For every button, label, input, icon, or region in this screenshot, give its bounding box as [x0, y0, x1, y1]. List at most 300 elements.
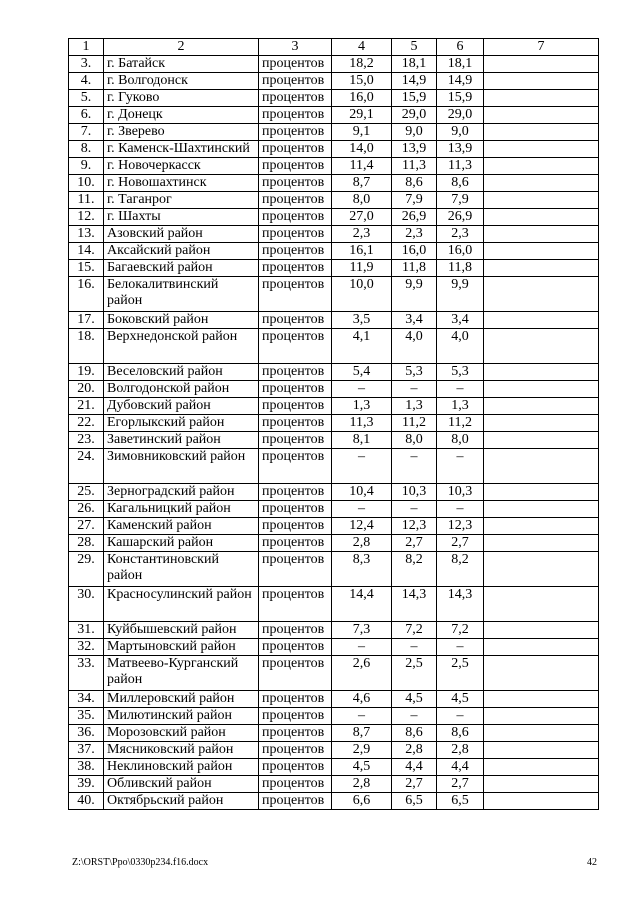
unit-cell: процентов: [259, 552, 332, 587]
value-col6-cell: 7,9: [437, 192, 484, 209]
header-cell: 2: [104, 39, 259, 56]
value-col7-cell: [484, 329, 599, 364]
unit-cell: процентов: [259, 691, 332, 708]
table-row: [69, 141, 599, 158]
value-col6-cell: 7,2: [437, 622, 484, 639]
value-col6-cell: 8,6: [437, 725, 484, 742]
value-col6-cell: 3,4: [437, 312, 484, 329]
unit-cell: процентов: [259, 639, 332, 656]
value-col7-cell: [484, 312, 599, 329]
value-col6-cell: –: [437, 381, 484, 398]
unit-cell: процентов: [259, 535, 332, 552]
territory-name-cell: г. Гуково: [104, 90, 259, 107]
table-row: [69, 742, 599, 759]
value-col7-cell: [484, 158, 599, 175]
value-col6-cell: 1,3: [437, 398, 484, 415]
territory-name-cell: г. Батайск: [104, 56, 259, 73]
value-col7-cell: [484, 622, 599, 639]
row-number-cell: 8.: [69, 141, 104, 158]
value-col6-cell: 14,3: [437, 587, 484, 622]
value-col6-cell: 26,9: [437, 209, 484, 226]
value-col6-cell: 2,7: [437, 776, 484, 793]
territory-name-cell: Белокалитвинский район: [104, 277, 259, 312]
value-col4-cell: 8,7: [332, 725, 392, 742]
value-col6-cell: 4,5: [437, 691, 484, 708]
value-col4-cell: 11,3: [332, 415, 392, 432]
table-row: [69, 329, 599, 364]
table-row: [69, 639, 599, 656]
value-col7-cell: [484, 90, 599, 107]
value-col5-cell: 5,3: [392, 364, 437, 381]
territory-name-cell: г. Шахты: [104, 209, 259, 226]
unit-cell: процентов: [259, 141, 332, 158]
value-col4-cell: 16,0: [332, 90, 392, 107]
value-col4-cell: 4,1: [332, 329, 392, 364]
row-number-cell: 29.: [69, 552, 104, 587]
unit-cell: процентов: [259, 518, 332, 535]
table-row: [69, 535, 599, 552]
value-col7-cell: [484, 484, 599, 501]
value-col6-cell: 2,7: [437, 535, 484, 552]
territory-name-cell: Азовский район: [104, 226, 259, 243]
territory-name-cell: Веселовский район: [104, 364, 259, 381]
value-col4-cell: 11,4: [332, 158, 392, 175]
territory-name-cell: Матвеево-Курганский район: [104, 656, 259, 691]
territory-name-cell: г. Новошахтинск: [104, 175, 259, 192]
value-col7-cell: [484, 708, 599, 725]
row-number-cell: 11.: [69, 192, 104, 209]
header-cell: 3: [259, 39, 332, 56]
value-col4-cell: 8,3: [332, 552, 392, 587]
value-col6-cell: 10,3: [437, 484, 484, 501]
value-col6-cell: –: [437, 449, 484, 484]
value-col7-cell: [484, 587, 599, 622]
value-col6-cell: –: [437, 708, 484, 725]
table-row: [69, 449, 599, 484]
territory-name-cell: г. Таганрог: [104, 192, 259, 209]
value-col5-cell: 11,2: [392, 415, 437, 432]
row-number-cell: 20.: [69, 381, 104, 398]
value-col4-cell: 9,1: [332, 124, 392, 141]
unit-cell: процентов: [259, 432, 332, 449]
value-col5-cell: 11,3: [392, 158, 437, 175]
value-col6-cell: –: [437, 639, 484, 656]
territory-name-cell: Милютинский район: [104, 708, 259, 725]
row-number-cell: 39.: [69, 776, 104, 793]
value-col4-cell: 2,9: [332, 742, 392, 759]
territory-name-cell: Морозовский район: [104, 725, 259, 742]
value-col6-cell: 8,6: [437, 175, 484, 192]
territory-name-cell: Мартыновский район: [104, 639, 259, 656]
row-number-cell: 9.: [69, 158, 104, 175]
territory-name-cell: Дубовский район: [104, 398, 259, 415]
value-col5-cell: 6,5: [392, 793, 437, 810]
value-col5-cell: 29,0: [392, 107, 437, 124]
territory-name-cell: Красносулинский район: [104, 587, 259, 622]
value-col7-cell: [484, 518, 599, 535]
value-col5-cell: 10,3: [392, 484, 437, 501]
territory-name-cell: г. Зверево: [104, 124, 259, 141]
table-row: [69, 708, 599, 725]
unit-cell: процентов: [259, 192, 332, 209]
unit-cell: процентов: [259, 708, 332, 725]
value-col7-cell: [484, 141, 599, 158]
unit-cell: процентов: [259, 415, 332, 432]
unit-cell: процентов: [259, 793, 332, 810]
unit-cell: процентов: [259, 124, 332, 141]
value-col7-cell: [484, 277, 599, 312]
table-row: [69, 725, 599, 742]
value-col5-cell: 9,0: [392, 124, 437, 141]
value-col6-cell: 12,3: [437, 518, 484, 535]
value-col6-cell: 4,4: [437, 759, 484, 776]
table-row: [69, 776, 599, 793]
unit-cell: процентов: [259, 776, 332, 793]
value-col5-cell: 2,5: [392, 656, 437, 691]
value-col4-cell: 5,4: [332, 364, 392, 381]
unit-cell: процентов: [259, 725, 332, 742]
value-col4-cell: 7,3: [332, 622, 392, 639]
value-col5-cell: 12,3: [392, 518, 437, 535]
row-number-cell: 32.: [69, 639, 104, 656]
page-number: 42: [587, 857, 597, 868]
value-col6-cell: 5,3: [437, 364, 484, 381]
value-col5-cell: –: [392, 639, 437, 656]
value-col4-cell: 2,6: [332, 656, 392, 691]
value-col6-cell: 2,5: [437, 656, 484, 691]
footer-file-path: Z:\ORST\Ppo\0330p234.f16.docx: [72, 857, 209, 868]
value-col4-cell: 29,1: [332, 107, 392, 124]
territory-name-cell: Неклиновский район: [104, 759, 259, 776]
row-number-cell: 27.: [69, 518, 104, 535]
value-col5-cell: 16,0: [392, 243, 437, 260]
value-col6-cell: 15,9: [437, 90, 484, 107]
value-col6-cell: –: [437, 501, 484, 518]
row-number-cell: 26.: [69, 501, 104, 518]
unit-cell: процентов: [259, 107, 332, 124]
value-col4-cell: 1,3: [332, 398, 392, 415]
territory-name-cell: Кагальницкий район: [104, 501, 259, 518]
territory-name-cell: г. Новочеркасск: [104, 158, 259, 175]
table-row: [69, 501, 599, 518]
value-col4-cell: 3,5: [332, 312, 392, 329]
unit-cell: процентов: [259, 226, 332, 243]
unit-cell: процентов: [259, 73, 332, 90]
value-col4-cell: 18,2: [332, 56, 392, 73]
row-number-cell: 16.: [69, 277, 104, 312]
row-number-cell: 10.: [69, 175, 104, 192]
value-col7-cell: [484, 535, 599, 552]
row-number-cell: 21.: [69, 398, 104, 415]
value-col6-cell: 11,2: [437, 415, 484, 432]
value-col4-cell: –: [332, 449, 392, 484]
row-number-cell: 24.: [69, 449, 104, 484]
value-col7-cell: [484, 742, 599, 759]
table-row: [69, 158, 599, 175]
value-col5-cell: 26,9: [392, 209, 437, 226]
value-col7-cell: [484, 364, 599, 381]
value-col7-cell: [484, 398, 599, 415]
row-number-cell: 22.: [69, 415, 104, 432]
value-col6-cell: 14,9: [437, 73, 484, 90]
value-col6-cell: 2,8: [437, 742, 484, 759]
unit-cell: процентов: [259, 398, 332, 415]
value-col5-cell: 8,0: [392, 432, 437, 449]
value-col4-cell: 2,3: [332, 226, 392, 243]
value-col5-cell: 14,3: [392, 587, 437, 622]
territory-name-cell: Верхнедонской район: [104, 329, 259, 364]
value-col7-cell: [484, 449, 599, 484]
value-col4-cell: 12,4: [332, 518, 392, 535]
value-col5-cell: 11,8: [392, 260, 437, 277]
value-col7-cell: [484, 776, 599, 793]
value-col6-cell: 9,9: [437, 277, 484, 312]
row-number-cell: 33.: [69, 656, 104, 691]
value-col5-cell: 3,4: [392, 312, 437, 329]
unit-cell: процентов: [259, 759, 332, 776]
territory-name-cell: Мясниковский район: [104, 742, 259, 759]
value-col4-cell: –: [332, 639, 392, 656]
territory-name-cell: Боковский район: [104, 312, 259, 329]
header-cell: 4: [332, 39, 392, 56]
unit-cell: процентов: [259, 449, 332, 484]
value-col7-cell: [484, 243, 599, 260]
value-col6-cell: 16,0: [437, 243, 484, 260]
table-row: [69, 192, 599, 209]
value-col4-cell: –: [332, 501, 392, 518]
table-row: [69, 226, 599, 243]
row-number-cell: 31.: [69, 622, 104, 639]
value-col4-cell: 27,0: [332, 209, 392, 226]
value-col4-cell: 8,7: [332, 175, 392, 192]
table-row: [69, 793, 599, 810]
row-number-cell: 37.: [69, 742, 104, 759]
row-number-cell: 5.: [69, 90, 104, 107]
table-row: [69, 175, 599, 192]
value-col7-cell: [484, 639, 599, 656]
value-col6-cell: 4,0: [437, 329, 484, 364]
value-col7-cell: [484, 260, 599, 277]
unit-cell: процентов: [259, 56, 332, 73]
header-cell: 1: [69, 39, 104, 56]
row-number-cell: 14.: [69, 243, 104, 260]
value-col5-cell: 14,9: [392, 73, 437, 90]
row-number-cell: 12.: [69, 209, 104, 226]
value-col6-cell: 11,8: [437, 260, 484, 277]
territory-name-cell: Багаевский район: [104, 260, 259, 277]
header-row: [69, 39, 599, 56]
value-col5-cell: 13,9: [392, 141, 437, 158]
value-col7-cell: [484, 691, 599, 708]
value-col7-cell: [484, 725, 599, 742]
value-col5-cell: –: [392, 708, 437, 725]
table-row: [69, 415, 599, 432]
territory-name-cell: г. Волгодонск: [104, 73, 259, 90]
value-col5-cell: 15,9: [392, 90, 437, 107]
territory-name-cell: Обливский район: [104, 776, 259, 793]
value-col7-cell: [484, 501, 599, 518]
value-col4-cell: 4,6: [332, 691, 392, 708]
value-col7-cell: [484, 656, 599, 691]
value-col4-cell: 8,1: [332, 432, 392, 449]
row-number-cell: 7.: [69, 124, 104, 141]
value-col5-cell: 7,2: [392, 622, 437, 639]
value-col5-cell: 4,4: [392, 759, 437, 776]
table-row: [69, 260, 599, 277]
row-number-cell: 38.: [69, 759, 104, 776]
value-col5-cell: –: [392, 449, 437, 484]
unit-cell: процентов: [259, 501, 332, 518]
header-cell: 5: [392, 39, 437, 56]
table-row: [69, 209, 599, 226]
value-col7-cell: [484, 209, 599, 226]
data-table: [68, 38, 599, 810]
unit-cell: процентов: [259, 656, 332, 691]
territory-name-cell: Октябрьский район: [104, 793, 259, 810]
table-row: [69, 552, 599, 587]
value-col4-cell: 2,8: [332, 776, 392, 793]
value-col7-cell: [484, 73, 599, 90]
value-col5-cell: 8,6: [392, 175, 437, 192]
table-row: [69, 398, 599, 415]
value-col6-cell: 18,1: [437, 56, 484, 73]
value-col5-cell: 4,5: [392, 691, 437, 708]
table-row: [69, 518, 599, 535]
value-col5-cell: 8,2: [392, 552, 437, 587]
row-number-cell: 40.: [69, 793, 104, 810]
value-col4-cell: 4,5: [332, 759, 392, 776]
value-col5-cell: 2,7: [392, 535, 437, 552]
table-row: [69, 243, 599, 260]
table-row: [69, 381, 599, 398]
unit-cell: процентов: [259, 260, 332, 277]
table-row: [69, 277, 599, 312]
territory-name-cell: Миллеровский район: [104, 691, 259, 708]
unit-cell: процентов: [259, 484, 332, 501]
territory-name-cell: Волгодонской район: [104, 381, 259, 398]
value-col7-cell: [484, 381, 599, 398]
unit-cell: процентов: [259, 587, 332, 622]
unit-cell: процентов: [259, 277, 332, 312]
unit-cell: процентов: [259, 90, 332, 107]
row-number-cell: 23.: [69, 432, 104, 449]
row-number-cell: 15.: [69, 260, 104, 277]
value-col4-cell: 14,0: [332, 141, 392, 158]
unit-cell: процентов: [259, 329, 332, 364]
territory-name-cell: Зерноградский район: [104, 484, 259, 501]
row-number-cell: 35.: [69, 708, 104, 725]
table-row: [69, 73, 599, 90]
value-col5-cell: 1,3: [392, 398, 437, 415]
value-col5-cell: –: [392, 501, 437, 518]
unit-cell: процентов: [259, 243, 332, 260]
unit-cell: процентов: [259, 381, 332, 398]
unit-cell: процентов: [259, 312, 332, 329]
territory-name-cell: Кашарский район: [104, 535, 259, 552]
value-col5-cell: –: [392, 381, 437, 398]
territory-name-cell: г. Каменск-Шахтинский: [104, 141, 259, 158]
row-number-cell: 19.: [69, 364, 104, 381]
value-col4-cell: 2,8: [332, 535, 392, 552]
value-col7-cell: [484, 107, 599, 124]
row-number-cell: 3.: [69, 56, 104, 73]
value-col5-cell: 18,1: [392, 56, 437, 73]
table-row: [69, 90, 599, 107]
territory-name-cell: Аксайский район: [104, 243, 259, 260]
territory-name-cell: Заветинский район: [104, 432, 259, 449]
value-col7-cell: [484, 759, 599, 776]
unit-cell: процентов: [259, 175, 332, 192]
value-col5-cell: 4,0: [392, 329, 437, 364]
value-col7-cell: [484, 552, 599, 587]
territory-name-cell: Зимовниковский район: [104, 449, 259, 484]
row-number-cell: 13.: [69, 226, 104, 243]
territory-name-cell: г. Донецк: [104, 107, 259, 124]
table-row: [69, 691, 599, 708]
unit-cell: процентов: [259, 622, 332, 639]
value-col6-cell: 9,0: [437, 124, 484, 141]
value-col4-cell: 14,4: [332, 587, 392, 622]
unit-cell: процентов: [259, 742, 332, 759]
unit-cell: процентов: [259, 158, 332, 175]
value-col6-cell: 29,0: [437, 107, 484, 124]
value-col4-cell: 10,4: [332, 484, 392, 501]
territory-name-cell: Куйбышевский район: [104, 622, 259, 639]
value-col5-cell: 7,9: [392, 192, 437, 209]
table-row: [69, 656, 599, 691]
row-number-cell: 34.: [69, 691, 104, 708]
table-row: [69, 56, 599, 73]
value-col7-cell: [484, 175, 599, 192]
unit-cell: процентов: [259, 364, 332, 381]
value-col4-cell: 11,9: [332, 260, 392, 277]
value-col7-cell: [484, 793, 599, 810]
value-col7-cell: [484, 56, 599, 73]
row-number-cell: 28.: [69, 535, 104, 552]
unit-cell: процентов: [259, 209, 332, 226]
row-number-cell: 36.: [69, 725, 104, 742]
value-col7-cell: [484, 415, 599, 432]
value-col4-cell: 8,0: [332, 192, 392, 209]
header-cell: 7: [484, 39, 599, 56]
value-col6-cell: 11,3: [437, 158, 484, 175]
table-row: [69, 484, 599, 501]
table-row: [69, 759, 599, 776]
territory-name-cell: Каменский район: [104, 518, 259, 535]
value-col4-cell: 15,0: [332, 73, 392, 90]
value-col6-cell: 13,9: [437, 141, 484, 158]
row-number-cell: 4.: [69, 73, 104, 90]
territory-name-cell: Егорлыкский район: [104, 415, 259, 432]
value-col4-cell: 10,0: [332, 277, 392, 312]
row-number-cell: 6.: [69, 107, 104, 124]
row-number-cell: 18.: [69, 329, 104, 364]
territory-name-cell: Константиновский район: [104, 552, 259, 587]
value-col6-cell: 6,5: [437, 793, 484, 810]
table-row: [69, 622, 599, 639]
value-col7-cell: [484, 192, 599, 209]
value-col6-cell: 8,2: [437, 552, 484, 587]
value-col7-cell: [484, 226, 599, 243]
header-cell: 6: [437, 39, 484, 56]
value-col7-cell: [484, 124, 599, 141]
value-col6-cell: 8,0: [437, 432, 484, 449]
value-col5-cell: 2,3: [392, 226, 437, 243]
row-number-cell: 17.: [69, 312, 104, 329]
value-col5-cell: 2,8: [392, 742, 437, 759]
value-col4-cell: 6,6: [332, 793, 392, 810]
value-col5-cell: 9,9: [392, 277, 437, 312]
